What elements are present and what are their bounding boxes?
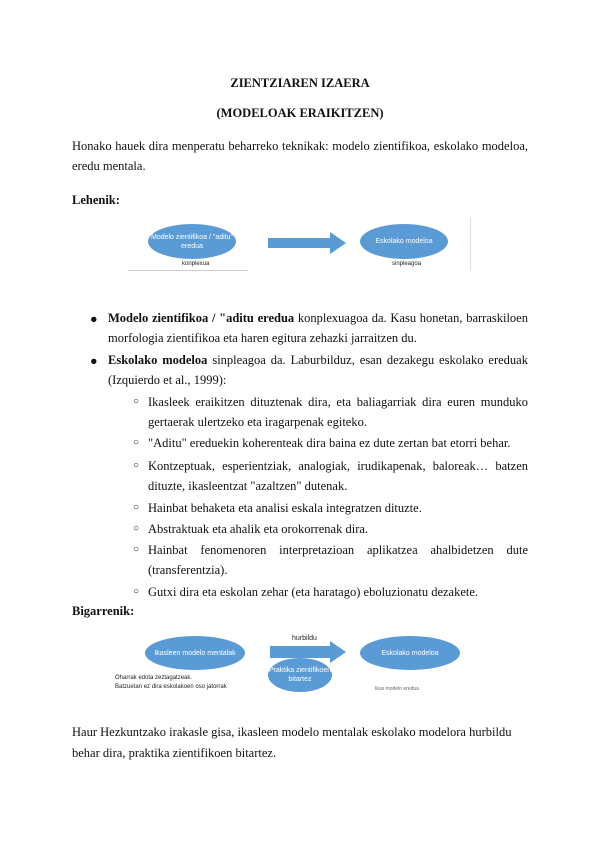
conclusion-line: Haur Hezkuntzako irakasle gisa, ikasleen modelo mentalak eskolako modelora hurbildu xyxy=(72,725,512,739)
school-model-ellipse: Eskolako modeloa xyxy=(360,636,460,670)
arrow-icon xyxy=(268,232,346,254)
circle-bullet-icon: ○ xyxy=(133,437,140,448)
mental-models-ellipse: Ikasleen modelo mentalak xyxy=(145,636,245,670)
intro-paragraph: Honako hauek dira menperatu beharreko teknikak: modelo zientifikoa, eskolako modeloa, eredu mentala. xyxy=(72,139,528,173)
bullet-bold: Modelo zientifikoa / "aditu eredua xyxy=(108,311,295,325)
simpler-note: sinpleagoa xyxy=(392,261,422,267)
circle-bullet-icon: ○ xyxy=(133,396,140,407)
bullet-icon: ● xyxy=(90,312,98,326)
bullet-text: konplexuagoa da. Kasu honetan, barraskiloen morfologia zientifikoa eta haren egitura zehazki jarraitzen du. xyxy=(108,311,528,345)
school-model-ellipse: Eskolako modeloa xyxy=(360,224,448,259)
circle-bullet-icon: ○ xyxy=(133,502,140,513)
approach-label: hurbildu xyxy=(292,635,317,642)
bullet-item xyxy=(108,350,528,390)
bullet-bold: Eskolako modeloa xyxy=(108,353,208,367)
section-heading-1: Lehenik: xyxy=(72,193,120,207)
section-heading-2: Bigarrenik: xyxy=(72,604,135,618)
circle-bullet-icon: ○ xyxy=(133,460,140,471)
sub-bullet-item: Abstraktuak eta ahalik eta orokorrenak dira. xyxy=(148,522,369,536)
bullet-item xyxy=(108,308,528,348)
sub-bullet-item: Hainbat fenomenoren interpretazioan aplikatzea ahalbidetzen dute (transferentzia). xyxy=(148,543,528,577)
sub-bullet-item: Hainbat behaketa eta analisi eskala integratzen dituzte. xyxy=(148,501,422,515)
circle-bullet-icon: ○ xyxy=(133,523,140,534)
scientific-model-ellipse: Modelo zientifikoa / "aditu" eredua xyxy=(148,224,236,259)
bullet-text: sinpleagoa da. Laburbilduz, esan dezakegu eskolako ereduak (Izquierdo et al., 1999): xyxy=(108,353,528,387)
complex-note: konplexua xyxy=(182,261,210,267)
conclusion-line: behar dira, praktika zientifikoen bitartez. xyxy=(72,746,277,760)
note: Ikus modelo eredua xyxy=(375,686,419,692)
sub-bullet-item: Kontzeptuak, esperientziak, analogiak, irudikapenak, baloreak… batzen dituzte, ikasleentzat "azaltzen" dutenak. xyxy=(148,459,528,493)
sub-bullet-item: Ikasleek eraikitzen dituztenak dira, eta baliagarriak dira euren munduko gertaerak ulertzeko eta iragarpenak egiteko. xyxy=(148,395,528,429)
sub-bullet-item: Gutxi dira eta eskolan zehar (eta haratago) eboluzionatu dezakete. xyxy=(148,585,479,599)
circle-bullet-icon: ○ xyxy=(133,544,140,555)
title: ZIENTZIAREN IZAERA xyxy=(230,76,370,90)
note: Oharrak edota zeztagatzeak. xyxy=(115,675,193,681)
subtitle: (MODELOAK ERAIKITZEN) xyxy=(216,106,384,120)
bullet-icon: ● xyxy=(90,354,98,368)
divider xyxy=(128,270,248,271)
circle-bullet-icon: ○ xyxy=(133,586,140,597)
note: Batzuetan ez dira eskolakoen oso jatorrak xyxy=(115,684,227,690)
divider xyxy=(470,218,471,270)
sub-bullet-item: "Aditu" ereduekin koherenteak dira baina ez dute zertan bat etorri behar. xyxy=(148,436,511,450)
scientific-practice-ellipse: Praktika zientifikoen bitartez xyxy=(268,658,332,692)
